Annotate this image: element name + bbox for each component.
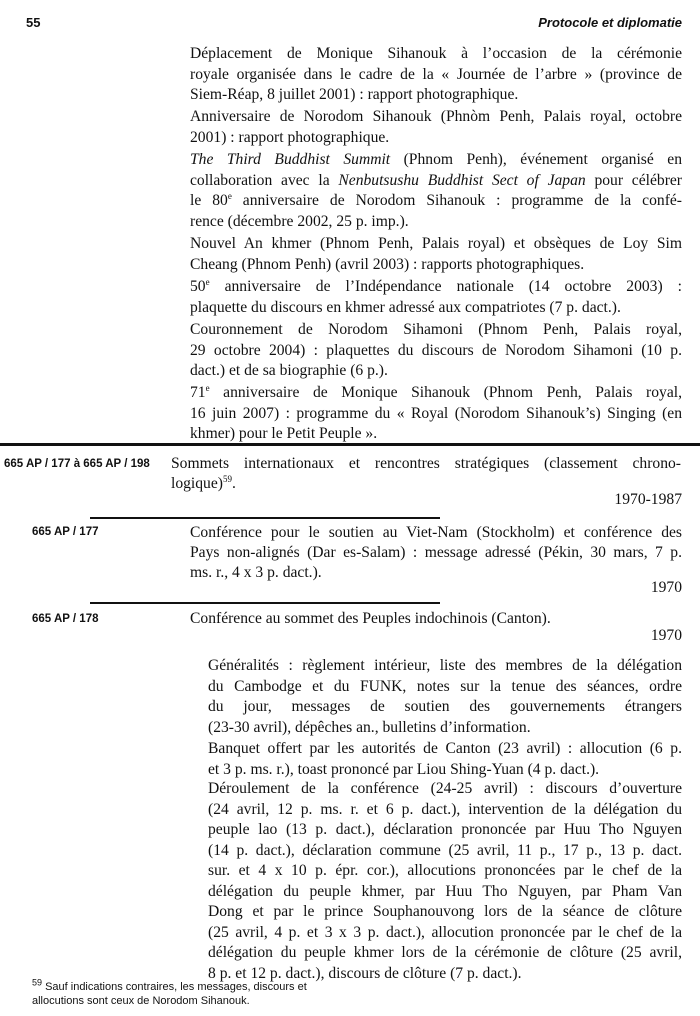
running-title: Protocole et diplomatie <box>538 15 682 30</box>
text-line: délégation du peuple khmer, par Huu Tho Nguyen, par Pham Van <box>208 882 682 900</box>
text-line <box>190 191 682 212</box>
text-line: (23-30 avril), dépêches an., bulletins d’information. <box>208 718 531 736</box>
item-title: Conférence au sommet des Peuples indochinois (Canton). <box>190 610 551 627</box>
entry-generalites <box>208 656 682 738</box>
text-line: du Cambodge et du FUNK, notes sur la tenue des séances, ordre <box>208 677 682 695</box>
text-run: (Phnom Penh), événement organisé en <box>390 151 682 168</box>
text-line: 29 octobre 2004) : plaquettes du discours de Norodom Sihamoni (10 p. <box>190 341 682 359</box>
page-number: 55 <box>26 15 41 30</box>
text-run: logique) <box>171 475 223 492</box>
italic-title: The Third Buddhist Summit <box>190 151 391 168</box>
section-title-line <box>171 474 236 495</box>
text-line: (14 p. dact.), déclaration commune (25 avril, 11 p., 17 p., 13 p. dact. <box>208 841 682 859</box>
entry-deplacement <box>190 44 682 106</box>
text-line: peuple lao (13 p. dact.), déclaration prononcée par Huu Tho Nguyen <box>208 821 682 838</box>
text-line: Dong et par le prince Souphanouvong lors de la séance de clôture <box>208 903 682 920</box>
item-cote: 665 AP / 177 <box>32 526 99 538</box>
text-line: 16 juin 2007) : programme du « Royal (Norodom Sihanouk’s) Singing (en <box>190 404 682 422</box>
text-line: Déroulement de la conférence (24-25 avril) : discours d’ouverture <box>208 780 682 797</box>
text-run: 50 <box>190 278 206 295</box>
text-run: . <box>231 475 236 492</box>
text-line: plaquette du discours en khmer adressé aux compatriotes (7 p. dact.). <box>190 298 621 316</box>
text-line: rence (décembre 2002, 25 p. imp.). <box>190 212 409 230</box>
text-line <box>190 171 682 192</box>
text-line: Banquet offert par les autorités de Canton (23 avril) : allocution (6 p. <box>208 740 682 757</box>
section-cote: 665 AP / 177 à 665 AP / 198 <box>4 458 150 470</box>
entry-couronnement <box>190 320 682 382</box>
superscript: e <box>227 190 232 201</box>
text-line: (24 avril, 12 p. ms. r. et 6 p. dact.), intervention de la délégation du <box>208 800 682 818</box>
item-divider <box>90 517 440 519</box>
text-line: dact.) et de sa biographie (6 p.). <box>190 362 388 379</box>
text-line: et 3 p. ms. r.), toast prononcé par Liou Shing-Yuan (4 p. dact.). <box>208 760 600 778</box>
footnote-line: allocutions sont ceux de Norodom Sihanouk. <box>32 995 250 1007</box>
entry-71e-anniversaire <box>190 383 682 445</box>
item-date: 1970 <box>650 579 682 596</box>
item-divider <box>90 602 440 604</box>
italic-title: Nenbutsushu Buddhist Sect of Japan <box>338 171 586 189</box>
superscript: e <box>205 276 210 287</box>
text-line: 2001) : rapport photographique. <box>190 128 390 146</box>
text-line: 8 p. et 12 p. dact.), discours de clôture (7 p. dact.). <box>208 964 522 982</box>
text-line: (25 avril, 4 p. et 3 x 3 p. dact.), allocution prononcée par le chef de la <box>208 923 682 941</box>
entry-independance <box>190 277 682 318</box>
item-date: 1970 <box>650 627 682 644</box>
text-line <box>190 277 682 298</box>
text-line <box>190 383 682 404</box>
entry-anniversaire-2001 <box>190 107 682 148</box>
section-title-line: Sommets internationaux et rencontres stratégiques (classement chrono- <box>171 455 681 472</box>
footnote-number: 59 <box>32 977 43 988</box>
text-line: Déplacement de Monique Sihanouk à l’occasion de la cérémonie <box>190 45 682 62</box>
item-cote: 665 AP / 178 <box>32 613 99 625</box>
text-line: Généralités : règlement intérieur, liste des membres de la délégation <box>208 657 682 674</box>
text-line: Siem-Réap, 8 juillet 2001) : rapport photographique. <box>190 86 519 103</box>
text-line: Anniversaire de Norodom Sihanouk (Phnòm Penh, Palais royal, octobre <box>190 108 682 125</box>
text-run: collaboration avec la <box>190 171 339 189</box>
section-dates: 1970-1987 <box>614 491 682 508</box>
text-line: Couronnement de Norodom Sihamoni (Phnom Penh, Palais royal, <box>190 321 682 338</box>
text-line: du jour, messages de soutien des gouvernements étrangers <box>208 698 682 715</box>
text-line: Nouvel An khmer (Phnom Penh, Palais royal) et obsèques de Loy Sim <box>190 235 682 252</box>
entry-deroulement <box>208 779 682 984</box>
text-run: pour célébrer <box>585 171 683 189</box>
text-run: anniversaire de Monique Sihanouk (Phnom Penh, Palais royal, <box>209 384 682 401</box>
text-line: ms. r., 4 x 3 p. dact.). <box>190 564 322 581</box>
text-run: Sauf indications contraires, les messages, discours et <box>42 981 307 993</box>
section-divider <box>0 443 700 446</box>
entry-nouvel-an <box>190 234 682 275</box>
text-line: Pays non-alignés (Dar es-Salam) : message adressé (Pékin, 30 mars, 7 p. <box>190 544 682 561</box>
entry-buddhist-summit <box>190 150 682 232</box>
text-line: Conférence pour le soutien au Viet-Nam (Stockholm) et conférence des <box>190 524 682 541</box>
text-line: Cheang (Phnom Penh) (avril 2003) : rapports photographiques. <box>190 255 585 273</box>
footnote <box>32 977 307 1008</box>
text-line <box>190 150 682 171</box>
text-line: khmer) pour le Petit Peuple ». <box>190 425 378 442</box>
text-run: anniversaire de l’Indépendance nationale (14 octobre 2003) : <box>209 278 682 295</box>
superscript: e <box>205 382 210 393</box>
entry-banquet <box>208 739 682 780</box>
text-line: sur. et 4 x 10 p. épr. cor.), allocutions prononcées par le chef de la <box>208 862 682 879</box>
text-line: délégation du peuple khmer lors de la cérémonie de clôture (25 avril, <box>208 944 682 961</box>
text-line: royale organisée dans le cadre de la « Journée de l’arbre » (province de <box>190 65 682 83</box>
text-run: le 80 <box>190 192 228 209</box>
footnote-line <box>32 977 307 994</box>
footnote-ref: 59 <box>222 473 232 484</box>
text-run: 71 <box>190 384 206 401</box>
text-run: anniversaire de Norodom Sihanouk : programme de la confé- <box>231 192 683 209</box>
